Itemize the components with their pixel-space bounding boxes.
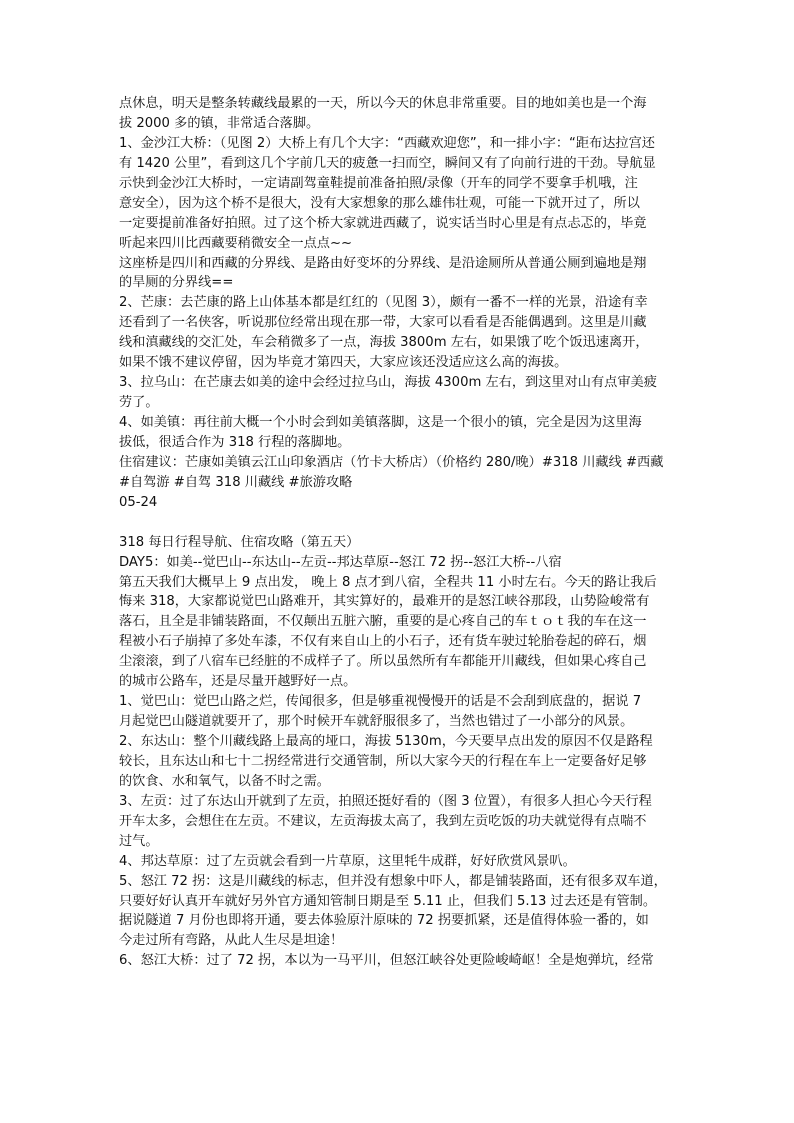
- text-line: 2、芒康：去芒康的路上山体基本都是红红的（见图 3），颇有一番不一样的光景，沿途有幸: [119, 295, 648, 311]
- text-line: 听起来四川比西藏要稍微安全一点点~~: [119, 235, 353, 251]
- text-line: 程被小石子崩掉了多处车漆，不仅有来自山上的小石子，还有货车驶过轮胎卷起的碎石，烟: [119, 634, 647, 650]
- text-line: 的饮食、水和氧气，以备不时之需。: [119, 773, 330, 789]
- section-day5: [119, 533, 679, 972]
- text-line: 这座桥是四川和西藏的分界线、是路由好变坏的分界线、是沿途厕所从普通公厕到遍地是翔: [119, 255, 647, 271]
- text-line: 3、左贡：过了东达山开就到了左贡，拍照还挺好看的（图 3 位置），有很多人担心今天行程: [119, 793, 652, 809]
- text-line: 尘滚滚，到了八宿车已经脏的不成样子了。所以虽然所有车都能开川藏线，但如果心疼自己: [119, 654, 647, 670]
- text-line: 2、东达山：整个川藏线路上最高的垭口，海拔 5130m，今天要早点出发的原因不仅是路程: [119, 734, 653, 749]
- text-line: 今走过所有弯路，从此人生尽是坦途！: [119, 933, 344, 949]
- text-line: 拔 2000 多的镇，非常适合落脚。: [119, 115, 320, 131]
- text-line: 还看到了一名侠客，听说那位经常出现在那一带，大家可以看看是否能偶遇到。这里是川藏: [119, 315, 647, 331]
- text-line: 落石，且全是非铺装路面，不仅颠出五脏六腑，重要的是心疼自己的车ｔｏｔ我的车在这一: [119, 614, 647, 630]
- text-line: 线和滇藏线的交汇处，车会稍微多了一点，海拔 3800m 左右，如果饿了吃个饭迅速离开，: [119, 335, 649, 351]
- text-line: 住宿建议：芒康如美镇云江山印象酒店（竹卡大桥店）（价格约 280/晚）#318 川藏线 #西藏: [119, 454, 664, 470]
- text-line: 意安全），因为这个桥不是很大，没有大家想象的那么雄伟壮观，可能一下就开过了，所以: [119, 195, 640, 211]
- text-line: 示快到金沙江大桥时，一定请副驾童鞋提前准备拍照/录像（开车的同学不要拿手机哦，注: [119, 175, 638, 191]
- text-line: 如果不饿不建议停留，因为毕竟才第四天，大家应该还没适应这么高的海拔。: [119, 355, 568, 371]
- text-line: 4、邦达草原：过了左贡就会看到一片草原，这里牦牛成群，好好欣赏风景叭。: [119, 853, 576, 869]
- section-day4: [119, 94, 679, 513]
- text-line: DAY5：如美--觉巴山--东达山--左贡--邦达草原--怒江 72 拐--怒江大桥--八宿: [119, 554, 562, 570]
- document-page: [119, 94, 679, 971]
- text-line: 1、觉巴山：觉巴山路之烂，传闻很多，但是够重视慢慢开的话是不会刮到底盘的，据说 7: [119, 694, 642, 710]
- text-line: 悔来 318，大家都说觉巴山路难开，其实算好的，最难开的是怒江峡谷那段，山势险峻常有: [119, 594, 650, 610]
- text-line: 点休息，明天是整条转藏线最累的一天，所以今天的休息非常重要。目的地如美也是一个海: [119, 96, 647, 111]
- text-line: 据说隧道 7 月份也即将开通，要去体验原汁原味的 72 拐要抓紧，还是值得体验一番的，如: [119, 913, 649, 929]
- text-line: #自驾游 #自驾 318 川藏线 #旅游攻略: [119, 474, 353, 490]
- text-line: 5、怒江 72 拐：这是川藏线的标志，但并没有想象中吓人，都是铺装路面，还有很多双车道，: [119, 873, 667, 889]
- text-line: 月起觉巴山隧道就要开了，那个时候开车就舒服很多了，当然也错过了一小部分的风景。: [119, 714, 634, 730]
- text-line: 3、拉乌山：在芒康去如美的途中会经过拉乌山，海拔 4300m 左右，到这里对山有点审美疲: [119, 375, 657, 391]
- text-line: 318 每日行程导航、住宿攻略（第五天）: [119, 534, 360, 550]
- text-line: 有 1420 公里”，看到这几个字前几天的疲惫一扫而空，瞬间又有了向前行进的干劲。导航显: [119, 155, 656, 171]
- text-line: 只要好好认真开车就好另外官方通知管制日期是至 5.11 止，但我们 5.13 过去还是有管制。: [119, 893, 657, 909]
- text-line: 开车太多，会想住在左贡。不建议，左贡海拔太高了，我到左贡吃饭的功夫就觉得有点喘不: [119, 813, 647, 829]
- text-line: 拔低，很适合作为 318 行程的落脚地。: [119, 434, 351, 450]
- text-line: 05-24: [119, 494, 158, 510]
- text-line: 较长，且东达山和七十二拐经常进行交通管制，所以大家今天的行程在车上一定要备好足够: [119, 753, 647, 769]
- text-line: 1、金沙江大桥：（见图 2）大桥上有几个大字：“西藏欢迎您”，和一排小字：“距布达拉宫还: [119, 135, 655, 151]
- text-line: 6、怒江大桥：过了 72 拐，本以为一马平川，但怒江峡谷处更险峻崎岖！全是炮弹坑，经常: [119, 953, 654, 969]
- blank-line: [119, 513, 679, 533]
- text-line: 劳了。: [119, 395, 159, 411]
- text-line: 第五天我们大概早上 9 点出发， 晚上 8 点才到八宿，全程共 11 小时左右。今天的路让我后: [119, 574, 657, 590]
- text-line: 过气。: [119, 833, 159, 849]
- text-line: 的城市公路车，还是尽量开越野好一点。: [119, 674, 357, 690]
- text-line: 一定要提前准备好拍照。过了这个桥大家就进西藏了，说实话当时心里是有点忐忑的，毕竟: [119, 215, 647, 231]
- text-line: 的旱厕的分界线==: [119, 275, 234, 291]
- text-line: 4、如美镇：再往前大概一个小时会到如美镇落脚，这是一个很小的镇，完全是因为这里海: [119, 415, 642, 430]
